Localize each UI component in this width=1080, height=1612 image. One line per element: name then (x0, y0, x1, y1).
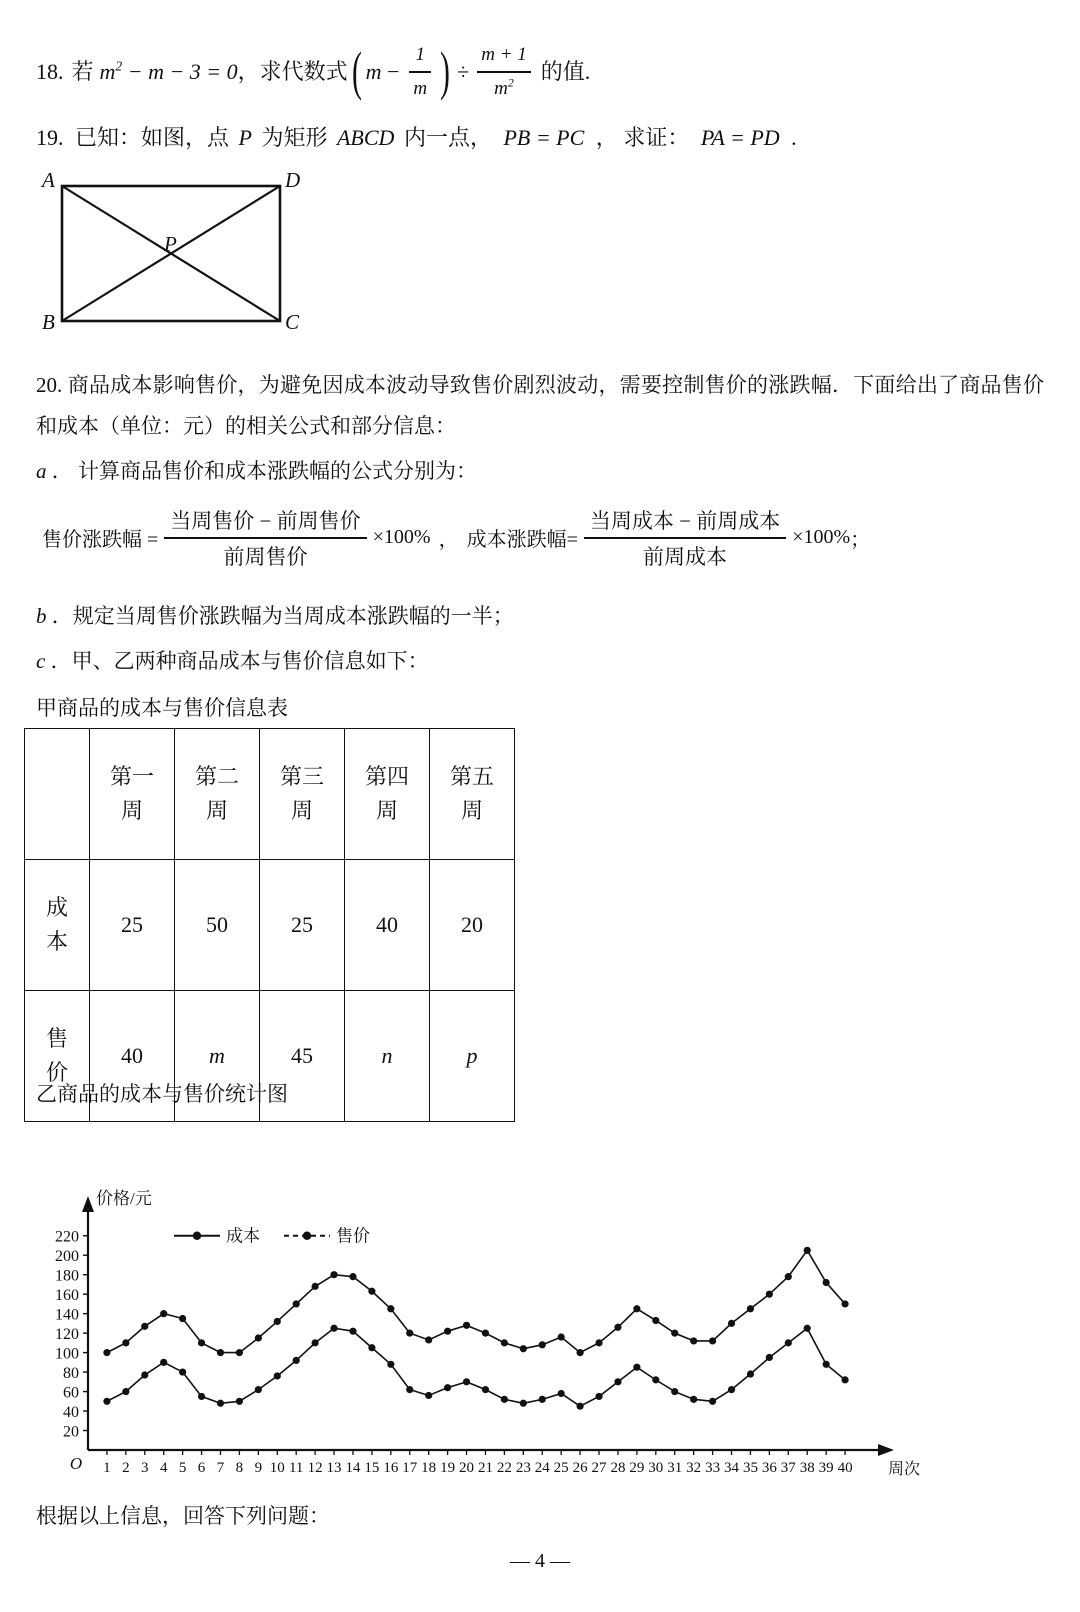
cost-price-line-chart (24, 1148, 924, 1478)
closing-text: 根据以上信息，回答下列问题： (36, 1504, 330, 1528)
data-point-price-w40 (841, 1376, 848, 1383)
x-tick-label-22: 22 (496, 1460, 512, 1476)
y-tick-label-140: 140 (55, 1306, 79, 1324)
table-cell-cost-w5: 20 (430, 860, 515, 991)
data-point-price-w17 (406, 1386, 413, 1393)
q18-frac2-den-exp: 2 (507, 76, 514, 90)
x-tick-label-14: 14 (345, 1460, 361, 1476)
origin-label: O (69, 1454, 83, 1473)
q20-item-c-marker: c (36, 649, 46, 673)
q18-comma: ， (237, 59, 260, 85)
data-point-price-w7 (217, 1400, 224, 1407)
data-point-cost-w10 (274, 1318, 281, 1325)
data-point-cost-w27 (595, 1339, 602, 1346)
table-header-week-2: 第二 周 (175, 729, 260, 860)
x-tick-label-21: 21 (477, 1460, 493, 1476)
question-18 (36, 40, 936, 104)
data-point-price-w32 (690, 1396, 697, 1403)
q20-item-b-text: ．规定当周售价涨跌幅为当周成本涨跌幅的一半； (51, 604, 514, 628)
data-point-cost-w22 (501, 1339, 508, 1346)
data-point-cost-w21 (482, 1330, 489, 1337)
x-tick-label-30: 30 (648, 1460, 664, 1476)
right-paren: ) (440, 41, 451, 102)
data-point-cost-w25 (558, 1333, 565, 1340)
y-tick-label-20: 20 (63, 1423, 79, 1441)
data-point-price-w13 (330, 1325, 337, 1332)
data-point-price-w4 (160, 1359, 167, 1366)
q18-fraction-one-over-m (409, 40, 431, 104)
data-point-cost-w4 (160, 1310, 167, 1317)
series-line-price (107, 1328, 845, 1406)
data-point-price-w10 (274, 1372, 281, 1379)
q19-text-a: 已知：如图，点 (75, 125, 230, 150)
x-tick-label-12: 12 (307, 1460, 323, 1476)
q20-item-a (36, 455, 1044, 485)
x-tick-label-4: 4 (159, 1460, 168, 1476)
q19-condition: PB = PC (503, 125, 585, 150)
y-tick-label-120: 120 (55, 1326, 79, 1344)
data-point-price-w38 (804, 1325, 811, 1332)
x-tick-label-34: 34 (724, 1460, 740, 1476)
formula-2-numerator: 当周成本 − 前周成本 (589, 509, 781, 533)
table-row-label-price: 售 价 (25, 991, 90, 1122)
formula-1-fraction (164, 505, 366, 571)
question-19 (36, 120, 1036, 155)
x-tick-label-7: 7 (216, 1460, 225, 1476)
data-point-cost-w20 (463, 1322, 470, 1329)
q19-text-b: 为矩形 (261, 125, 328, 150)
data-point-cost-w40 (841, 1300, 848, 1307)
x-tick-label-38: 38 (799, 1460, 815, 1476)
data-point-price-w34 (728, 1386, 735, 1393)
data-point-price-w25 (558, 1390, 565, 1397)
q20-item-a-marker: a (36, 459, 47, 483)
data-point-price-w11 (293, 1357, 300, 1364)
data-point-price-w39 (823, 1361, 830, 1368)
q20-paragraph-1: 商品成本影响售价，为避免因成本波动导致售价剧烈波动，需要控制售价的涨跌幅．下面给出了商品售价和成本（单位：元）的相关公式和部分信息： (36, 373, 1045, 438)
y-tick-label-180: 180 (55, 1267, 79, 1285)
data-point-cost-w18 (425, 1336, 432, 1343)
q19-rectangle-name: ABCD (336, 125, 395, 150)
x-tick-label-17: 17 (402, 1460, 418, 1476)
table-cell-price-w4: n (345, 991, 430, 1122)
data-point-price-w14 (349, 1328, 356, 1335)
q18-minus: − (385, 59, 401, 85)
q18-ask: 求代数式 (259, 59, 348, 85)
formula-2-tail: ×100% (792, 526, 851, 549)
table-header-week-3: 第三 周 (260, 729, 345, 860)
table-corner-cell (25, 729, 90, 860)
q18-frac2-numerator: m + 1 (481, 44, 527, 65)
data-point-cost-w12 (312, 1283, 319, 1290)
data-point-price-w36 (766, 1354, 773, 1361)
data-point-price-w22 (501, 1396, 508, 1403)
q18-number: 18. (36, 59, 64, 85)
data-point-cost-w7 (217, 1349, 224, 1356)
chart-svg (24, 1148, 924, 1478)
table-cell-price-w2: m (175, 991, 260, 1122)
data-point-price-w37 (785, 1339, 792, 1346)
data-point-cost-w26 (576, 1349, 583, 1356)
data-point-cost-w29 (633, 1305, 640, 1312)
q18-tail: 的值. (540, 59, 591, 85)
x-tick-label-27: 27 (591, 1460, 607, 1476)
figure-label-d: D (285, 168, 301, 192)
data-point-cost-w31 (671, 1330, 678, 1337)
data-point-cost-w5 (179, 1315, 186, 1322)
q18-divide: ÷ (457, 59, 470, 85)
y-tick-label-80: 80 (63, 1365, 79, 1383)
q18-exponent: 2 (115, 59, 123, 75)
data-point-cost-w3 (141, 1323, 148, 1330)
q20-item-b (36, 600, 514, 630)
x-tick-label-9: 9 (254, 1460, 263, 1476)
y-axis-label: 价格/元 (96, 1189, 152, 1208)
data-point-cost-w33 (709, 1337, 716, 1344)
table-row-label-cost: 成 本 (25, 860, 90, 991)
x-tick-label-35: 35 (742, 1460, 758, 1476)
x-tick-label-19: 19 (440, 1460, 456, 1476)
legend-label-price: 售价 (336, 1226, 370, 1246)
q18-frac2-denominator (490, 73, 518, 104)
data-point-cost-w39 (823, 1279, 830, 1286)
data-point-cost-w37 (785, 1273, 792, 1280)
x-tick-label-31: 31 (667, 1460, 683, 1476)
data-point-price-w35 (747, 1370, 754, 1377)
y-tick-label-160: 160 (55, 1287, 79, 1305)
q20-item-c-text: ．甲、乙两种商品成本与售价信息如下： (50, 649, 429, 673)
x-tick-label-11: 11 (288, 1460, 304, 1476)
figure-label-a: A (42, 168, 55, 192)
data-point-price-w15 (368, 1344, 375, 1351)
x-tick-label-28: 28 (610, 1460, 626, 1476)
table-cell-cost-w4: 40 (345, 860, 430, 991)
x-tick-label-29: 29 (629, 1460, 645, 1476)
legend-marker-cost (193, 1232, 201, 1240)
x-tick-label-8: 8 (235, 1460, 244, 1476)
chart-caption: 乙商品的成本与售价统计图 (36, 1082, 288, 1106)
x-tick-label-2: 2 (122, 1460, 130, 1476)
formula-1-tail: ×100% (372, 526, 431, 549)
data-point-price-w12 (312, 1339, 319, 1346)
q20-formulas (42, 505, 1052, 571)
x-tick-label-24: 24 (534, 1460, 550, 1476)
formula-1-numerator: 当周售价 − 前周售价 (170, 509, 361, 533)
table-cell-cost-w2: 50 (175, 860, 260, 991)
q19-period: . (791, 125, 797, 150)
data-point-cost-w6 (198, 1339, 205, 1346)
table-row (25, 860, 515, 991)
y-tick-label-100: 100 (55, 1345, 79, 1363)
x-tick-label-20: 20 (459, 1460, 475, 1476)
data-point-cost-w14 (349, 1273, 356, 1280)
table-header-week-5: 第五 周 (430, 729, 515, 860)
table-cell-price-w3: 45 (260, 991, 345, 1122)
data-point-price-w20 (463, 1378, 470, 1385)
table-caption: 甲商品的成本与售价信息表 (36, 696, 288, 720)
formula-separator: ， (438, 529, 459, 552)
data-point-cost-w8 (236, 1349, 243, 1356)
data-point-price-w24 (539, 1396, 546, 1403)
x-tick-label-32: 32 (686, 1460, 702, 1476)
data-point-price-w33 (709, 1398, 716, 1405)
question-20-intro (36, 365, 1044, 447)
y-tick-label-40: 40 (63, 1404, 79, 1422)
x-tick-label-16: 16 (383, 1460, 399, 1476)
table-header-row (25, 729, 515, 860)
q18-inner-m: m (365, 59, 382, 85)
table-cell-price-w5: p (430, 991, 515, 1122)
formula-2-denominator: 前周成本 (643, 544, 728, 569)
data-point-cost-w15 (368, 1288, 375, 1295)
x-tick-label-15: 15 (364, 1460, 380, 1476)
q19-text-c: 内一点， (403, 125, 492, 150)
x-tick-label-40: 40 (837, 1460, 853, 1476)
data-point-cost-w24 (539, 1341, 546, 1348)
x-tick-label-26: 26 (572, 1460, 588, 1476)
x-tick-label-39: 39 (818, 1460, 834, 1476)
x-tick-label-23: 23 (515, 1460, 531, 1476)
data-point-price-w26 (576, 1403, 583, 1410)
figure-label-c: C (285, 310, 300, 334)
data-point-cost-w32 (690, 1337, 697, 1344)
data-point-price-w28 (614, 1378, 621, 1385)
formula-2-label: 成本涨跌幅= (466, 529, 578, 552)
q19-comma: ， (595, 125, 618, 150)
table-cell-cost-w1: 25 (90, 860, 175, 991)
data-point-cost-w9 (255, 1334, 262, 1341)
data-point-price-w27 (595, 1393, 602, 1400)
x-axis-arrow (878, 1444, 894, 1456)
data-point-cost-w1 (103, 1349, 110, 1356)
data-point-price-w30 (652, 1376, 659, 1383)
table-cell-cost-w3: 25 (260, 860, 345, 991)
data-point-price-w3 (141, 1371, 148, 1378)
x-tick-label-13: 13 (326, 1460, 342, 1476)
q19-conclusion: PA = PD (700, 125, 780, 150)
data-point-cost-w23 (520, 1345, 527, 1352)
q19-text-d: 求证： (623, 125, 690, 150)
x-tick-label-10: 10 (269, 1460, 285, 1476)
data-point-price-w16 (387, 1361, 394, 1368)
data-point-price-w18 (425, 1392, 432, 1399)
q20-item-a-text: 计算商品售价和成本涨跌幅的公式分别为： (78, 459, 477, 483)
y-tick-label-220: 220 (55, 1228, 79, 1246)
formula-end: ； (850, 529, 871, 552)
data-point-cost-w28 (614, 1324, 621, 1331)
data-point-price-w5 (179, 1368, 186, 1375)
data-point-cost-w13 (330, 1271, 337, 1278)
x-tick-label-36: 36 (761, 1460, 777, 1476)
data-point-cost-w36 (766, 1291, 773, 1298)
data-point-cost-w11 (293, 1300, 300, 1307)
q19-number: 19. (36, 125, 64, 150)
q18-variable-m: m (99, 59, 116, 85)
y-tick-label-200: 200 (55, 1248, 79, 1266)
data-point-price-w21 (482, 1386, 489, 1393)
legend-label-cost: 成本 (226, 1226, 260, 1246)
data-point-price-w1 (103, 1398, 110, 1405)
data-point-price-w31 (671, 1388, 678, 1395)
rectangle-svg (40, 172, 360, 352)
series-line-cost (107, 1250, 845, 1352)
table-header-week-4: 第四 周 (345, 729, 430, 860)
table-cell-price-w1: 40 (90, 991, 175, 1122)
data-point-cost-w34 (728, 1320, 735, 1327)
data-point-cost-w19 (444, 1328, 451, 1335)
formula-1-label: 售价涨跌幅 = (42, 529, 159, 552)
data-point-cost-w16 (387, 1305, 394, 1312)
x-axis-label: 周次 (888, 1461, 921, 1478)
q18-frac1-numerator: 1 (415, 44, 426, 65)
x-tick-label-1: 1 (103, 1460, 111, 1476)
x-tick-label-33: 33 (705, 1460, 721, 1476)
x-tick-label-25: 25 (553, 1460, 569, 1476)
x-tick-label-3: 3 (141, 1460, 149, 1476)
q18-frac1-denominator: m (413, 77, 428, 99)
q20-item-c (36, 645, 429, 675)
data-point-price-w29 (633, 1364, 640, 1371)
cost-price-table (24, 728, 515, 1122)
x-tick-label-37: 37 (780, 1460, 796, 1476)
data-point-price-w8 (236, 1398, 243, 1405)
y-axis-arrow (82, 1196, 94, 1212)
data-point-price-w23 (520, 1400, 527, 1407)
q20-number: 20. (36, 373, 63, 397)
q18-fraction-mplus1-over-msq (477, 40, 531, 104)
x-tick-label-6: 6 (197, 1460, 206, 1476)
q20-item-a-dot: ． (51, 459, 73, 483)
rectangle-figure (40, 168, 360, 352)
page-number: — 4 — (510, 1550, 570, 1572)
y-tick-label-60: 60 (63, 1384, 79, 1402)
formula-2-fraction (584, 505, 786, 571)
q18-equation-rest: − m − 3 = 0 (127, 59, 238, 85)
data-point-cost-w2 (122, 1339, 129, 1346)
data-point-cost-w30 (652, 1317, 659, 1324)
q19-point-p: P (238, 125, 252, 150)
data-point-price-w19 (444, 1384, 451, 1391)
table-header-week-1: 第一 周 (90, 729, 175, 860)
legend-marker-price (303, 1232, 311, 1240)
left-paren: ( (351, 41, 362, 102)
data-point-cost-w17 (406, 1330, 413, 1337)
q18-frac2-den-m: m (494, 77, 508, 99)
formula-1-denominator: 前周售价 (223, 544, 308, 569)
q20-item-b-marker: b (36, 604, 47, 628)
x-tick-label-18: 18 (421, 1460, 437, 1476)
x-tick-label-5: 5 (178, 1460, 187, 1476)
data-point-price-w9 (255, 1386, 262, 1393)
data-point-price-w2 (122, 1388, 129, 1395)
q18-lead: 若 (71, 59, 94, 85)
data-point-cost-w38 (804, 1247, 811, 1254)
figure-label-p: P (164, 232, 177, 256)
data-point-cost-w35 (747, 1305, 754, 1312)
figure-label-b: B (42, 310, 55, 334)
data-point-price-w6 (198, 1393, 205, 1400)
